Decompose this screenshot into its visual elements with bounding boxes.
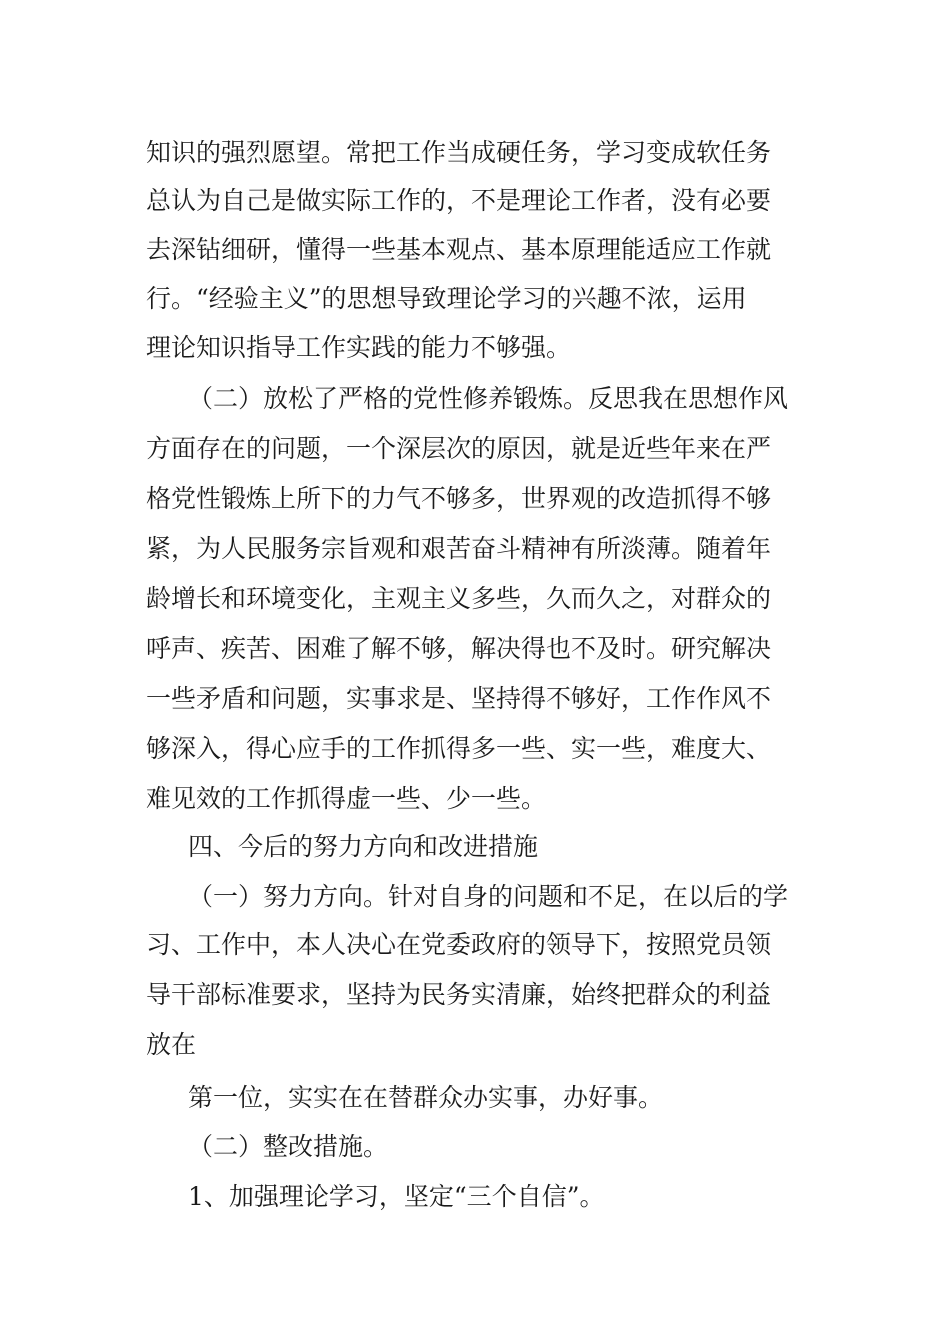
paragraph-line: 第一位，实实在在替群众办实事，办好事。 (188, 1083, 664, 1112)
section-heading: （二）放松了严格的党性修养锻炼。反思我在思想作风 (188, 384, 789, 413)
paragraph-line: 呼声、疾苦、困难了解不够，解决得也不及时。研究解决 (146, 634, 772, 663)
paragraph-line: 一些矛盾和问题，实事求是、坚持得不够好，工作作风不 (146, 684, 772, 713)
paragraph-line: 放在 (146, 1030, 197, 1059)
paragraph-line: 导干部标准要求，坚持为民务实清廉，始终把群众的利益 (146, 980, 772, 1009)
paragraph-line: 总认为自己是做实际工作的，不是理论工作者，没有必要 (146, 186, 772, 215)
paragraph-line: 理论知识指导工作实践的能力不够强。 (146, 333, 572, 362)
paragraph-line: 知识的强烈愿望。常把工作当成硬任务，学习变成软任务 (146, 138, 772, 167)
paragraph-line: 习、工作中，本人决心在党委政府的领导下，按照党员领 (146, 930, 772, 959)
section-heading: 四、今后的努力方向和改进措施 (188, 832, 539, 861)
paragraph-line: 行。“经验主义”的思想导致理论学习的兴趣不浓，运用 (146, 284, 747, 313)
paragraph-line: 方面存在的问题，一个深层次的原因，就是近些年来在严 (146, 434, 772, 463)
paragraph-line: 难见效的工作抓得虚一些、少一些。 (146, 784, 547, 813)
paragraph-line: 去深钻细研，懂得一些基本观点、基本原理能适应工作就 (146, 235, 772, 264)
paragraph-line: 龄增长和环境变化，主观主义多些，久而久之，对群众的 (146, 584, 772, 613)
section-heading: （一）努力方向。针对自身的问题和不足，在以后的学 (188, 882, 789, 911)
paragraph-line: 紧，为人民服务宗旨观和艰苦奋斗精神有所淡薄。随着年 (146, 534, 772, 563)
section-heading: （二）整改措施。 (188, 1132, 389, 1161)
paragraph-line: 够深入，得心应手的工作抓得多一些、实一些，难度大、 (146, 734, 772, 763)
paragraph-line: 格党性锻炼上所下的力气不够多，世界观的改造抓得不够 (146, 484, 772, 513)
section-heading: 1、加强理论学习，坚定“三个自信”。 (188, 1182, 605, 1211)
